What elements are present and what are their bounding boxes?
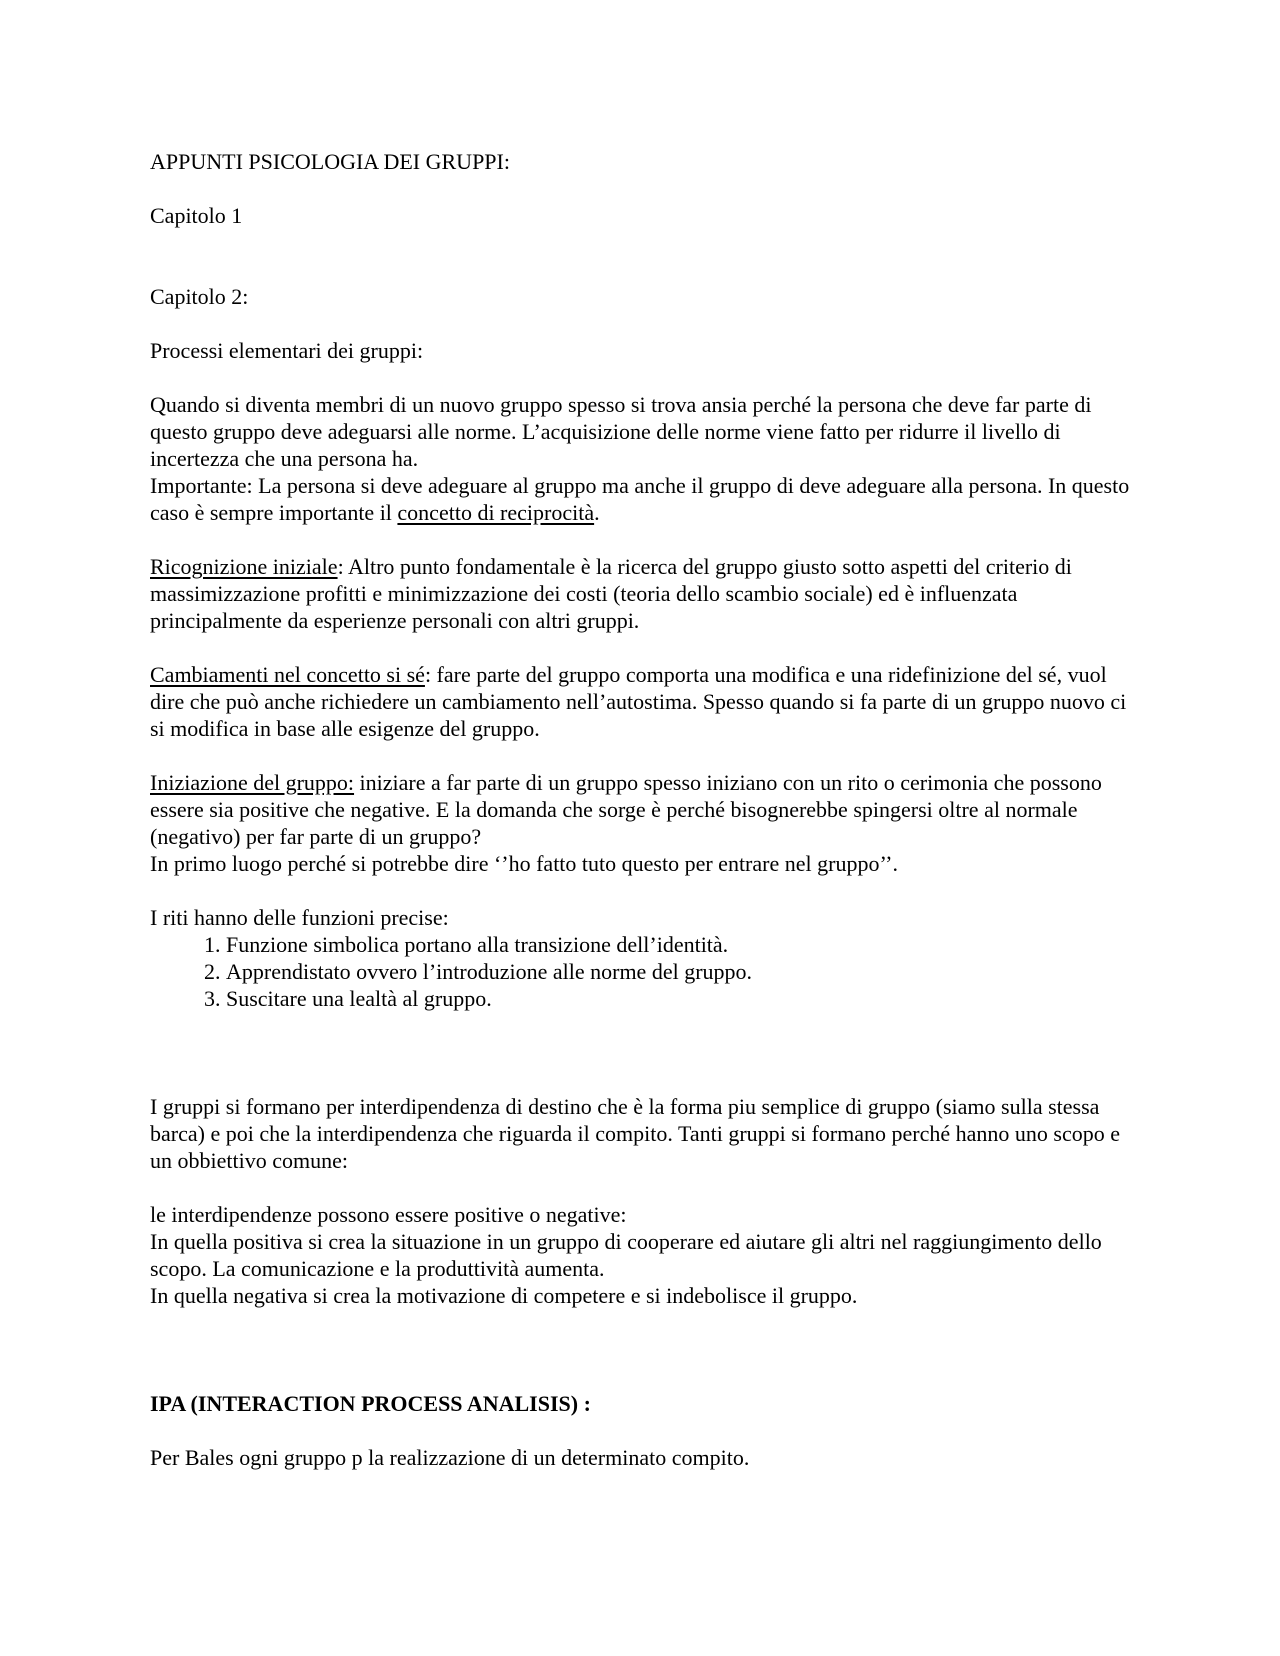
interdipendenze-intro: le interdipendenze possono essere positive o negative: [150,1202,627,1227]
paragraph-gruppi: I gruppi si formano per interdipendenza di destino che è la forma piu semplice di gruppo (siamo sulla stessa barca) e poi che la interdipendenza che riguarda il compito. Tanti gruppi si formano perché hanno uno scopo e un obbiettivo comune: [150,1094,1120,1173]
importante-text: Importante: La persona si deve adeguare al gruppo ma anche il gruppo di deve adeguare alla persona. In questo caso è sempre importante il [150,473,1130,525]
ricognizione-text: : Altro punto fondamentale è la ricerca del gruppo giusto sotto aspetti del criterio di massimizzazione profitti e minimizzazione dei costi (teoria dello scambio sociale) ed è influenzata principalmente da esperienze personali con altri gruppi. [150,554,1072,633]
list-item: 2. Apprendistato ovvero l’introduzione alle norme del gruppo. [226,958,1140,985]
list-item: 3. Suscitare una lealtà al gruppo. [226,985,1140,1012]
iniziazione-label: Iniziazione del gruppo: [150,770,355,795]
reciprocita-term: concetto di reciprocità [397,500,595,525]
chapter-1-heading: Capitolo 1 [150,203,243,228]
riti-intro: I riti hanno delle funzioni precise: [150,905,449,930]
section-subtitle: Processi elementari dei gruppi: [150,338,424,363]
paragraph-ricognizione [150,553,1140,634]
ipa-heading: IPA (INTERACTION PROCESS ANALISIS) : [150,1391,591,1416]
document-page [150,148,1140,1471]
paragraph-bales: Per Bales ogni gruppo p la realizzazione di un determinato compito. [150,1445,750,1470]
chapter-2-heading: Capitolo 2: [150,284,249,309]
paragraph-importante [150,472,1140,526]
importante-end: . [594,500,600,525]
iniziazione-text: iniziare a far parte di un gruppo spesso iniziano con un rito o cerimonia che possono essere sia positive che negative. E la domanda che sorge è perché bisognerebbe spingersi oltre al normale (negativo) per far parte di un gruppo? [150,770,1102,849]
cambiamenti-label: Cambiamenti nel concetto si sé [150,662,425,687]
paragraph-primo-luogo: In primo luogo perché si potrebbe dire ‘’ho fatto tuto questo per entrare nel gruppo’’. [150,851,898,876]
interdipendenza-negativa: In quella negativa si crea la motivazione di competere e si indebolisce il gruppo. [150,1283,858,1308]
document-title: APPUNTI PSICOLOGIA DEI GRUPPI: [150,149,510,174]
list-item: 1. Funzione simbolica portano alla transizione dell’identità. [226,931,1140,958]
paragraph-cambiamenti [150,661,1140,742]
riti-list [150,931,1140,1012]
ricognizione-label: Ricognizione iniziale [150,554,338,579]
paragraph-norme: Quando si diventa membri di un nuovo gruppo spesso si trova ansia perché la persona che deve far parte di questo gruppo deve adeguarsi alle norme. L’acquisizione delle norme viene fatto per ridurre il livello di incertezza che una persona ha. [150,392,1092,471]
interdipendenza-positiva: In quella positiva si crea la situazione in un gruppo di cooperare ed aiutare gli altri nel raggiungimento dello scopo. La comunicazione e la produttività aumenta. [150,1229,1102,1281]
cambiamenti-text: : fare parte del gruppo comporta una modifica e una ridefinizione del sé, vuol dire che può anche richiedere un cambiamento nell’autostima. Spesso quando si fa parte di un gruppo nuovo ci si modifica in base alle esigenze del gruppo. [150,662,1127,741]
paragraph-iniziazione [150,769,1140,850]
